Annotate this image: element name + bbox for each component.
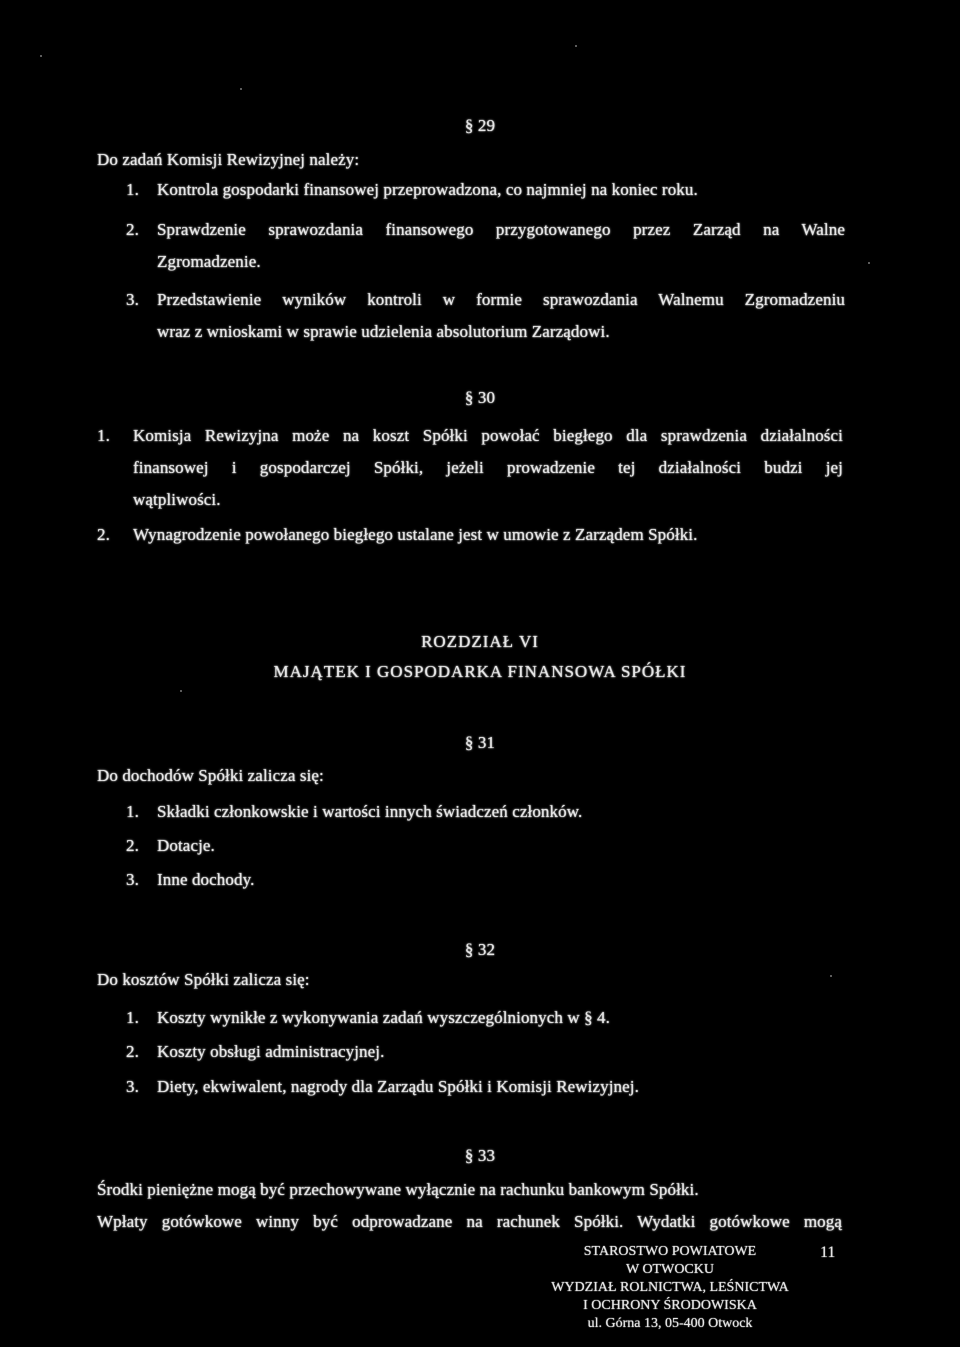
list-item-text: Wynagrodzenie powołanego biegłego ustalane jest w umowie z Zarządem Spółki.	[133, 525, 698, 544]
scan-speck	[40, 55, 42, 57]
list-item-text: Sprawdzenie sprawozdania finansowego przygotowanego przez Zarząd na Walne	[157, 220, 845, 239]
chapter-subtitle: MAJĄTEK I GOSPODARKA FINANSOWA SPÓŁKI	[273, 662, 687, 681]
list-item-text: Kontrola gospodarki finansowej przeprowadzona, co najmniej na koniec roku.	[157, 180, 698, 199]
list-item-number: 1.	[97, 426, 110, 445]
list-item-text: Inne dochody.	[157, 870, 255, 889]
chapter-title: ROZDZIAŁ VI	[421, 632, 539, 651]
list-item-text: Zgromadzenie.	[157, 252, 261, 271]
stamp-line: I OCHRONY ŚRODOWISKA	[583, 1298, 757, 1313]
scan-speck	[830, 975, 832, 977]
section-29-header: § 29	[464, 116, 496, 135]
section-31-intro: Do dochodów Spółki zalicza się:	[97, 766, 324, 785]
stamp-line: WYDZIAŁ ROLNICTWA, LEŚNICTWA	[551, 1280, 789, 1295]
scan-speck	[180, 690, 182, 692]
list-item-text: Przedstawienie wyników kontroli w formie sprawozdania Walnemu Zgromadzeniu	[157, 290, 845, 309]
section-31-header: § 31	[464, 733, 496, 752]
section-33-text: Wpłaty gotówkowe winny być odprowadzane na rachunek Spółki. Wydatki gotówkowe mogą	[97, 1212, 842, 1231]
section-29-intro: Do zadań Komisji Rewizyjnej należy:	[97, 150, 360, 169]
list-item-text: Dotacje.	[157, 836, 215, 855]
section-32-header: § 32	[464, 940, 496, 959]
list-item-text: Koszty wynikłe z wykonywania zadań wyszczególnionych w § 4.	[157, 1008, 610, 1027]
list-item-number: 2.	[97, 525, 110, 544]
list-item-number: 2.	[126, 220, 139, 239]
page-number: 11	[820, 1244, 836, 1261]
list-item-number: 3.	[126, 870, 139, 889]
list-item-text: Diety, ekwiwalent, nagrody dla Zarządu Spółki i Komisji Rewizyjnej.	[157, 1077, 639, 1096]
stamp-line: STAROSTWO POWIATOWE	[583, 1244, 757, 1259]
list-item-text: Koszty obsługi administracyjnej.	[157, 1042, 385, 1061]
stamp-line: W OTWOCKU	[625, 1262, 714, 1277]
stamp-line: ul. Górna 13, 05-400 Otwock	[587, 1316, 753, 1331]
list-item-number: 3.	[126, 290, 139, 309]
list-item-text: finansowej i gospodarczej Spółki, jeżeli prowadzenie tej działalności budzi jej	[133, 458, 843, 477]
list-item-number: 1.	[126, 180, 139, 199]
section-33-text: Środki pieniężne mogą być przechowywane wyłącznie na rachunku bankowym Spółki.	[97, 1180, 699, 1199]
section-32-intro: Do kosztów Spółki zalicza się:	[97, 970, 310, 989]
list-item-number: 2.	[126, 1042, 139, 1061]
section-33-header: § 33	[464, 1146, 496, 1165]
list-item-number: 3.	[126, 1077, 139, 1096]
list-item-number: 1.	[126, 1008, 139, 1027]
scan-speck	[575, 45, 577, 47]
list-item-text: Składki członkowskie i wartości innych świadczeń członków.	[157, 802, 583, 821]
scan-speck	[868, 262, 870, 264]
list-item-text: wątpliwości.	[133, 490, 221, 509]
list-item-text: Komisja Rewizyjna może na koszt Spółki powołać biegłego dla sprawdzenia działalności	[133, 426, 843, 445]
scan-speck	[240, 88, 242, 90]
list-item-number: 2.	[126, 836, 139, 855]
list-item-number: 1.	[126, 802, 139, 821]
list-item-text: wraz z wnioskami w sprawie udzielenia absolutorium Zarządowi.	[157, 322, 610, 341]
section-30-header: § 30	[464, 388, 496, 407]
